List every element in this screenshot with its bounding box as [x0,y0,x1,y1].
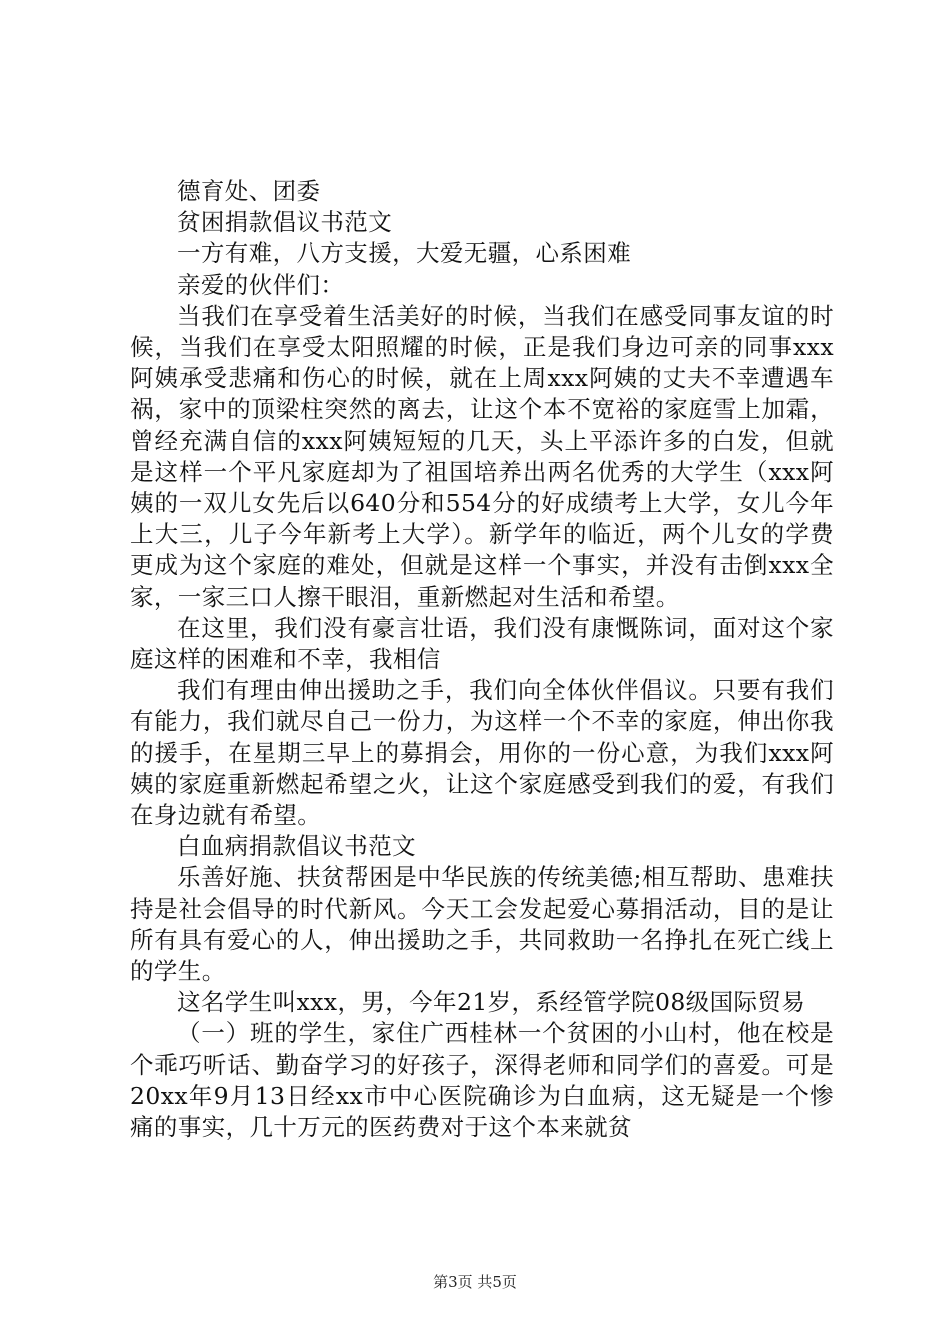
paragraph-body: （一）班的学生，家住广西桂林一个贫困的小山村，他在校是个乖巧听话、勤奋学习的好孩子，深得老师和同学们的喜爱。可是20xx年9月13日经xx市中心医院确诊为白血病，这无疑是一个惨痛的事实，几十万元的医药费对于这个本来就贫 [130,1019,834,1142]
paragraph-slogan: 一方有难，八方支援，大爱无疆，心系困难 [177,239,632,268]
paragraph-body: 我们有理由伸出援助之手，我们向全体伙伴倡议。只要有我们有能力，我们就尽自己一份力，为这样一个不幸的家庭，伸出你我的援手，在星期三早上的募捐会，用你的一份心意，为我们xxx阿姨的家庭重新燃起希望之火，让这个家庭感受到我们的爱，有我们在身边就有希望。 [130,676,834,830]
paragraph-heading-leukemia-proposal: 白血病捐款倡议书范文 [177,832,416,861]
paragraph-body: 乐善好施、扶贫帮困是中华民族的传统美德;相互帮助、患难扶持是社会倡导的时代新风。今天工会发起爱心募捐活动，目的是让所有具有爱心的人，伸出援助之手，共同救助一名挣扎在死亡线上的学生。 [130,863,834,986]
page-indicator: 第3页 共5页 [433,1273,517,1291]
paragraph-salutation: 亲爱的伙伴们： [177,270,345,299]
document-body [130,176,834,1143]
paragraph-body: 当我们在享受着生活美好的时候，当我们在感受同事友谊的时候，当我们在享受太阳照耀的时候，正是我们身边可亲的同事xxx阿姨承受悲痛和伤心的时候，就在上周xxx阿姨的丈夫不幸遭遇车祸，家中的顶梁柱突然的离去，让这个本不宽裕的家庭雪上加霜，曾经充满自信的xxx阿姨短短的几天，头上平添许多的白发，但就是这样一个平凡家庭却为了祖国培养出两名优秀的大学生（xxx阿姨的一双儿女先后以640分和554分的好成绩考上大学，女儿今年上大三，儿子今年新考上大学）。新学年的临近，两个儿女的学费更成为这个家庭的难处，但就是这样一个事实，并没有击倒xxx全家，一家三口人擦干眼泪，重新燃起对生活和希望。 [130,301,834,611]
paragraph-body: 在这里，我们没有豪言壮语，我们没有康慨陈词，面对这个家庭这样的困难和不幸，我相信 [130,613,834,674]
paragraph-department: 德育处、团委 [177,177,321,205]
paragraph-heading-poverty-proposal: 贫困捐款倡议书范文 [177,208,393,237]
paragraph-body: 这名学生叫xxx，男，今年21岁，系经管学院08级国际贸易 [177,988,806,1017]
page-footer [0,1272,950,1292]
